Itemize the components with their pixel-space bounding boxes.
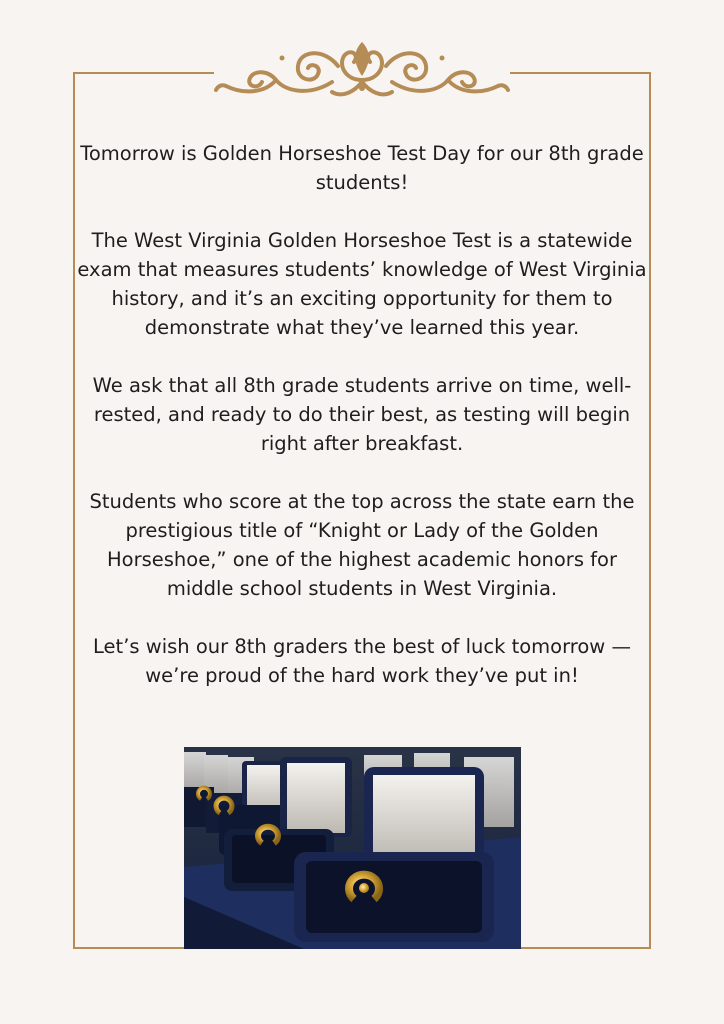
paragraph-test-day: Tomorrow is Golden Horseshoe Test Day for our 8th grade students! (80, 142, 644, 194)
paragraph-good-luck: Let’s wish our 8th graders the best of luck tomorrow — we’re proud of the hard work they’ve put in! (93, 635, 631, 687)
announcement-text (76, 139, 648, 719)
paragraph-honors: Students who score at the top across the state earn the prestigious title of “Knight or Lady of the Golden Horseshoe,” one of the highest academic honors for middle school students in West Virginia. (89, 490, 635, 600)
paragraph-about-test: The West Virginia Golden Horseshoe Test is a statewide exam that measures students’ knowledge of West Virginia history, and it’s an exciting opportunity for them to demonstrate what they’ve learned this year. (77, 229, 647, 339)
horseshoe-pins-photo (184, 747, 521, 949)
flourish-ornament-icon (214, 36, 510, 106)
paragraph-arrival: We ask that all 8th grade students arrive on time, well-rested, and ready to do their best, as testing will begin right after breakfast. (92, 374, 632, 455)
